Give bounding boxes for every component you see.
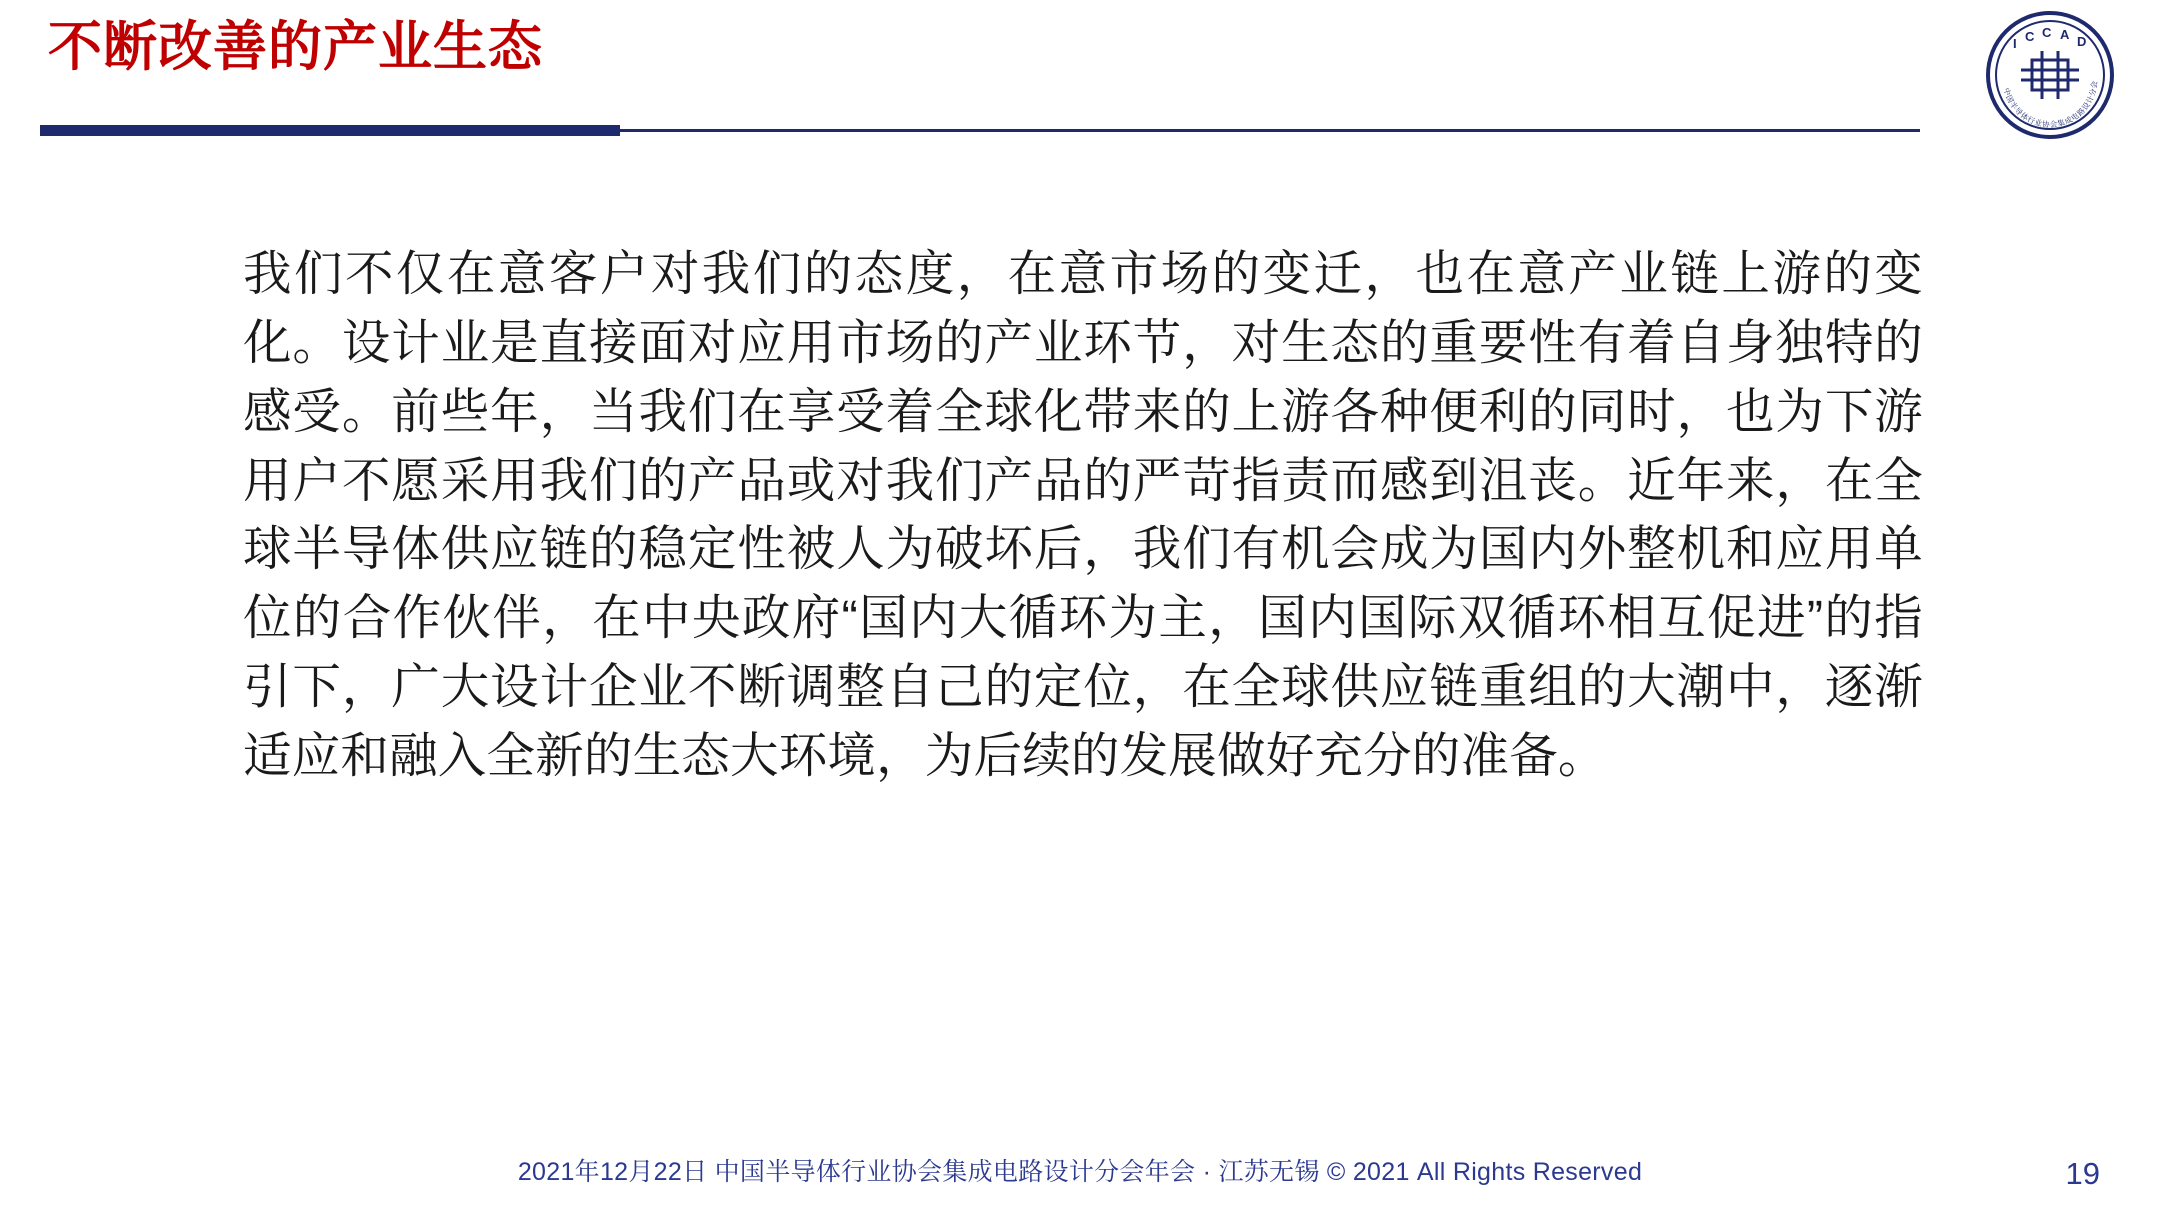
svg-text:C: C [2025, 29, 2035, 44]
iccad-logo [1985, 10, 2115, 140]
svg-text:中国半导体行业协会集成电路设计分会: 中国半导体行业协会集成电路设计分会 [2001, 79, 2100, 130]
svg-text:D: D [2077, 34, 2087, 49]
slide-header [0, 0, 2160, 140]
footer-text: 2021年12月22日 中国半导体行业协会集成电路设计分会年会 · 江苏无锡 © 2021 All Rights Reserved [517, 1158, 1643, 1186]
svg-text:A: A [2060, 27, 2070, 42]
page-number: 19 [2065, 1156, 2100, 1191]
header-rule-thick [40, 125, 620, 136]
body-paragraph: 我们不仅在意客户对我们的态度，在意市场的变迁，也在意产业链上游的变化。设计业是直接面对应用市场的产业环节，对生态的重要性有着自身独特的感受。前些年，当我们在享受着全球化带来的上游各种便利的同时，也为下游用户不愿采用我们的产品或对我们产品的严苛指责而感到沮丧。近年来，在全球半导体供应链的稳定性被人为破坏后，我们有机会成为国内外整机和应用单位的合作伙伴，在中央政府“国内大循环为主，国内国际双循环相互促进”的指引下，广大设计企业不断调整自己的定位，在全球供应链重组的大潮中，逐渐适应和融入全新的生态大环境，为后续的发展做好充分的准备。 [243, 247, 1923, 784]
page-title: 不断改善的产业生态 [48, 17, 543, 77]
svg-text:I: I [2013, 36, 2017, 51]
slide-footer [0, 1152, 2160, 1188]
svg-text:C: C [2042, 25, 2052, 40]
header-rule-thin [620, 129, 1920, 132]
